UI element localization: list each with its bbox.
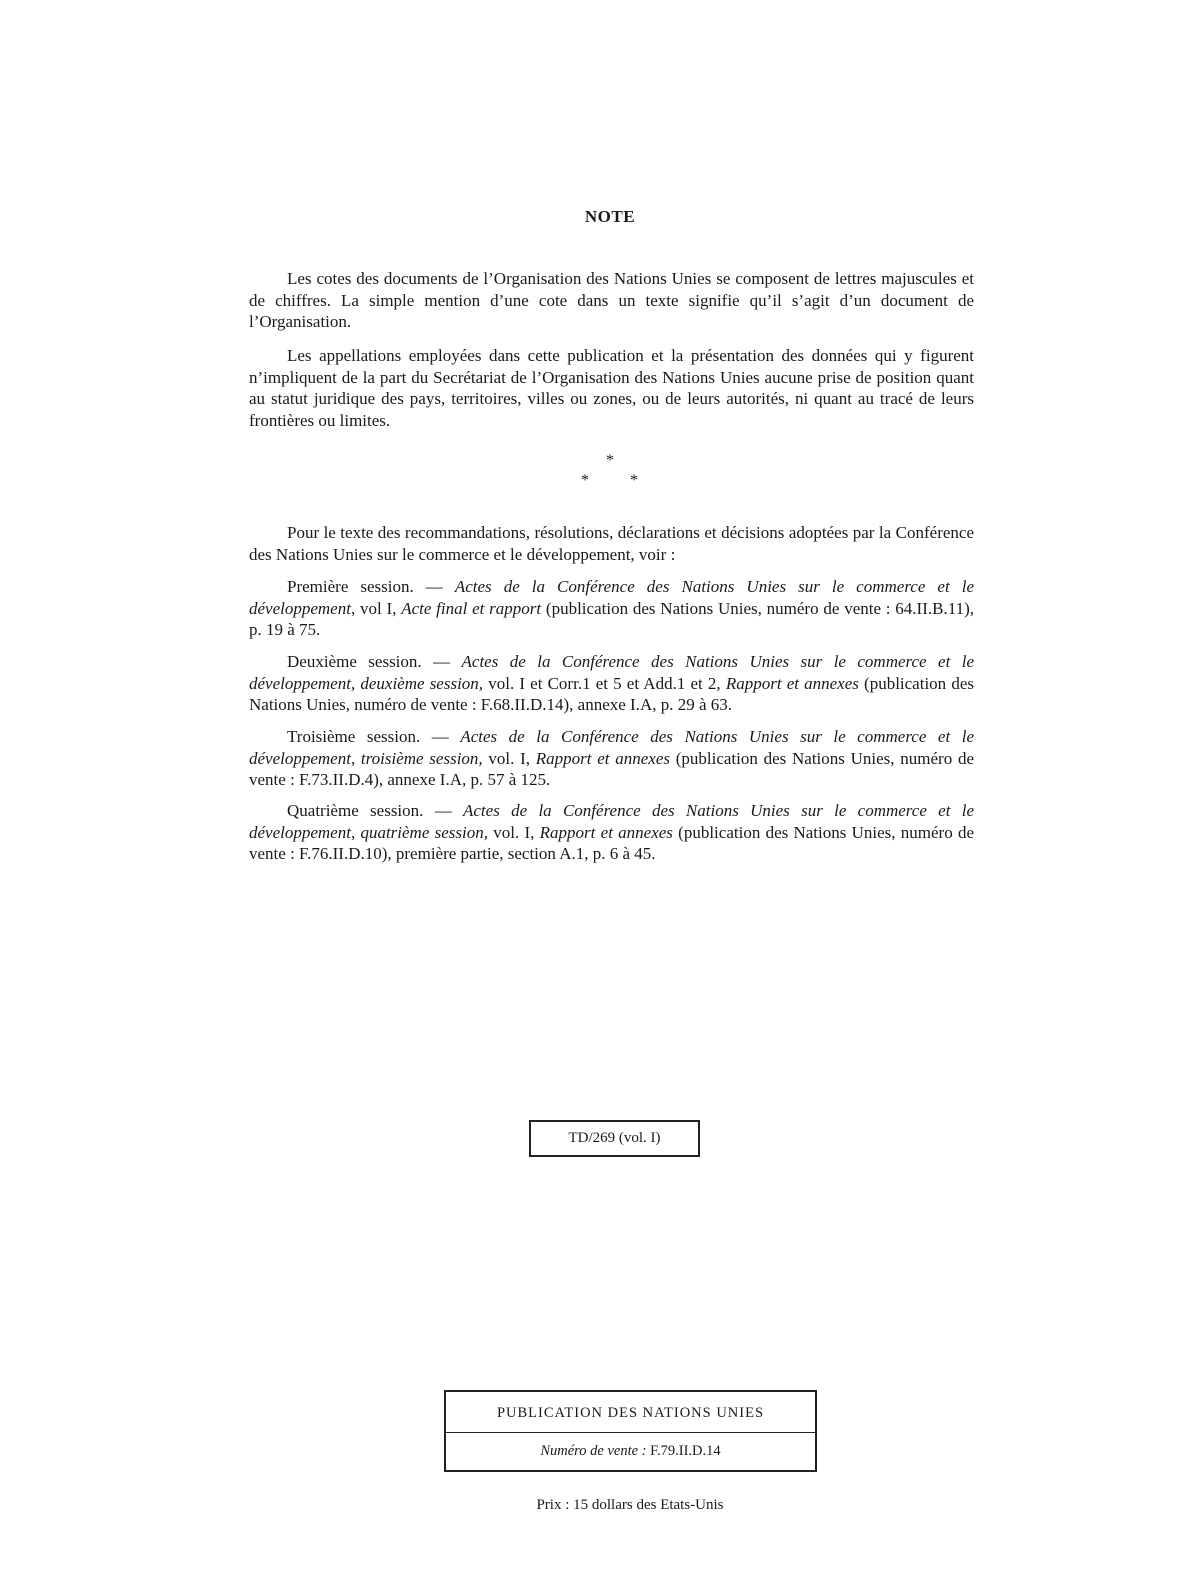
dash: —	[413, 577, 455, 596]
session-reference: (publication des Nations Unies, numéro de vente : F.76.II.D.10), première partie, section A.1, p. 6 à 45.	[249, 822, 975, 863]
sales-number-line	[446, 1433, 815, 1471]
session-title: Actes de la Conférence des Nations Unies sur le commerce et le développement, deuxième session,	[249, 652, 974, 693]
note-heading: NOTE	[584, 207, 636, 226]
dash: —	[421, 652, 462, 671]
note-paragraph-disclaimer: Les appellations employées dans cette publication et la présentation des données qui y figurent n’impliquent de la part du Secrétariat de l’Organisation des Nations Unies aucune prise de position quant au statut juridique des pays, territoires, villes ou zones, ou de leurs autorités, ni quant au tracé de leurs frontières ou limites.	[249, 346, 974, 430]
asterisk: *	[630, 472, 638, 489]
session-volume: vol. I,	[488, 822, 540, 842]
session-title: Actes de la Conférence des Nations Unies sur le commerce et le développement, troisième session,	[249, 727, 974, 768]
session-entry-1	[249, 576, 974, 641]
note-paragraph-symbols: Les cotes des documents de l’Organisation des Nations Unies se composent de lettres majuscules et de chiffres. La simple mention d’une cote dans un texte signifie qu’il s’agit d’un document de l’Organisation.	[249, 269, 974, 331]
session-entry-4	[249, 800, 974, 865]
publication-title: PUBLICATION DES NATIONS UNIES	[446, 1392, 815, 1433]
session-name: Deuxième session.	[287, 652, 422, 671]
session-subtitle: Rapport et annexes	[535, 748, 670, 768]
sales-number-label: Numéro de vente :	[540, 1443, 647, 1459]
asterism-separator	[0, 452, 1194, 492]
session-title: Actes de la Conférence des Nations Unies sur le commerce et le développement	[249, 577, 975, 618]
dash: —	[420, 727, 461, 746]
asterisk: *	[581, 472, 589, 489]
sales-number: F.79.II.D.14	[650, 1443, 721, 1459]
session-volume: , vol I,	[350, 598, 402, 618]
session-subtitle: Acte final et rapport	[401, 598, 542, 618]
dash: —	[423, 801, 463, 820]
session-volume: vol. I et Corr.1 et 5 et Add.1 et 2,	[483, 673, 726, 693]
session-volume: vol. I,	[482, 748, 536, 768]
session-name: Première session.	[287, 577, 414, 596]
note-paragraph-references-intro: Pour le texte des recommandations, résolutions, déclarations et décisions adoptées par la Conférence des Nations Unies sur le commerce et le développement, voir :	[249, 523, 974, 564]
session-entry-3	[249, 726, 974, 791]
session-reference: (publication des Nations Unies, numéro de vente : 64.II.B.11), p. 19 à 75.	[249, 598, 974, 639]
publication-box	[444, 1390, 817, 1472]
asterisk: *	[606, 452, 614, 469]
session-title: Actes de la Conférence des Nations Unies sur le commerce et le développement, quatrième session,	[249, 801, 975, 842]
document-symbol-box: TD/269 (vol. I)	[529, 1120, 700, 1157]
session-subtitle: Rapport et annexes	[539, 822, 673, 842]
session-entry-2	[249, 651, 974, 716]
session-reference: (publication des Nations Unies, numéro de vente : F.68.II.D.14), annexe I.A, p. 29 à 63.	[249, 673, 974, 714]
session-name: Troisième session.	[287, 727, 421, 746]
session-subtitle: Rapport et annexes	[725, 673, 859, 693]
session-reference: (publication des Nations Unies, numéro de vente : F.73.II.D.4), annexe I.A, p. 57 à 125.	[249, 748, 974, 789]
session-name: Quatrième session.	[287, 801, 424, 820]
price-line: Prix : 15 dollars des Etats-Unis	[536, 1497, 724, 1513]
